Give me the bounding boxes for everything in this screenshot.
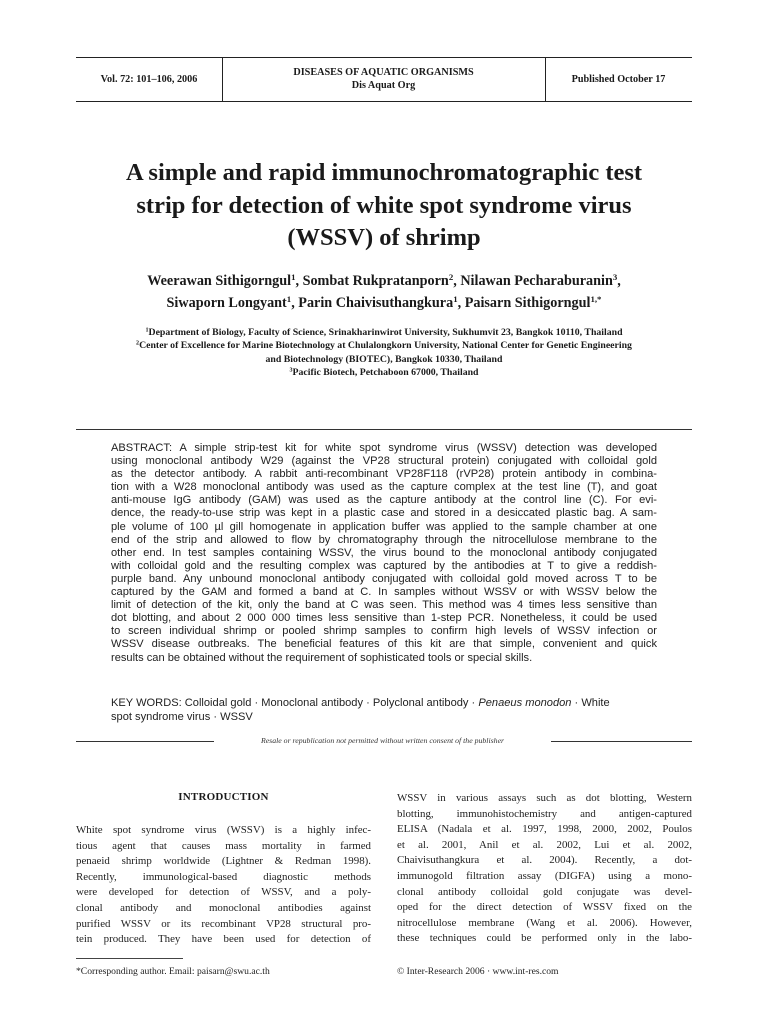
title-line: A simple and rapid immunochromatographic test	[125, 159, 643, 186]
resale-rule-left	[76, 741, 214, 742]
affiliation-3	[60, 366, 708, 379]
text-line: to screen individual shrimp or pooled shrimp samples to confirm high levels of WSSV infection or	[111, 625, 657, 638]
keywords-species: Penaeus monodon	[478, 697, 572, 709]
author-affil-sup: 1	[286, 294, 292, 305]
text-line: tein produced. They have been used for detection of	[76, 933, 371, 946]
text-line: purified WSSV or its recombinant VP28 structural pro-	[76, 917, 371, 930]
introduction-heading: INTRODUCTION	[178, 791, 269, 803]
text-line: end of the strip and allowed to flow by chromatography through the nitrocellulose membrane to the	[111, 533, 657, 546]
text-line: tious agent that causes mass mortality in farmed	[76, 839, 371, 852]
affiliation-1	[60, 326, 708, 339]
author-list	[60, 270, 708, 314]
text-line: ple volume of 100 µl gill homogenate in application buffer was applied to the sample chamber at one	[111, 520, 657, 533]
text-line: with colloidal gold and the resulting complex was captured by the antibodies at T to give a reddish-	[111, 559, 657, 572]
keywords	[111, 696, 657, 724]
keywords-line-2: spot syndrome virus · WSSV	[111, 711, 253, 723]
text-line: blotting, immunohistochemistry and antigen-captured	[397, 807, 692, 820]
resale-notice: Resale or republication not permitted without written consent of the publisher	[260, 736, 505, 745]
text-line: using monoclonal antibody W29 (against the VP28 structural protein) conjugated with colloidal gold	[111, 455, 657, 468]
text-line: these techniques could be performed only in the labo-	[397, 932, 692, 945]
author-row-1	[60, 270, 708, 292]
text-line: White spot syndrome virus (WSSV) is a highly infec-	[76, 824, 371, 836]
text-line: clonal antibody and monoclonal antibodies against	[76, 901, 371, 914]
article-title	[60, 157, 708, 255]
affil-text: Pacific Biotech, Petchaboon 67000, Thailand	[292, 367, 479, 379]
author-sep: ,	[295, 273, 303, 289]
keywords-text: · White	[571, 697, 610, 709]
text-line: Chaivisuthangkura et al. 2004). Recently, a dot-	[397, 854, 692, 867]
text-line: ELISA (Nadala et al. 1997, 1998, 2000, 2002, Poulos	[397, 823, 692, 836]
author-name: Nilawan Pecharaburanin	[460, 273, 613, 289]
affiliation-list	[60, 326, 708, 380]
text-line: as the detector antibody. A rabbit anti-recombinant VP28F118 (rVP28) protein antibody in combina-	[111, 468, 657, 481]
text-line: tion with a W28 monoclonal antibody was used as the capture complex at the test line (T), and goat	[111, 481, 657, 494]
text-line: dence, the ready-to-use strip was kept in a plastic case and stored in a desiccated plastic bag. A sam-	[111, 507, 657, 520]
intro-right-column	[397, 791, 692, 947]
keywords-text: Colloidal gold · Monoclonal antibody · Polyclonal antibody ·	[184, 697, 479, 709]
affiliation-2-cont: and Biotechnology (BIOTEC), Bangkok 10330, Thailand	[265, 353, 503, 365]
volume-text: Vol. 72: 101–106, 2006	[100, 73, 198, 85]
author-affil-sup: 3	[612, 272, 618, 283]
footnote-rule	[76, 958, 183, 959]
text-line: clonal antibody colloidal gold conjugate was devel-	[397, 885, 692, 898]
text-line: purple band. Any unbound monoclonal antibody conjugated with colloidal gold moved across T to be	[111, 572, 657, 585]
title-line: (WSSV) of shrimp	[287, 224, 481, 251]
author-name: Paisarn Sithigorngul	[464, 295, 591, 311]
text-line: et al. 2001, Anil et al. 2002, Lui et al. 2002,	[397, 838, 692, 851]
author-name: Weerawan Sithigorngul	[147, 273, 292, 289]
text-line: oped for the direct detection of WSSV fixed on the	[397, 901, 692, 914]
text-line: limit of detection of the kit, only the band at C was seen. This method was 4 times less sensitive than	[111, 599, 657, 612]
author-affil-sup: 1,*	[590, 294, 602, 305]
corresponding-author-footnote: *Corresponding author. Email: paisarn@swu.ac.th	[76, 966, 270, 977]
author-affil-sup: 1	[453, 294, 458, 305]
published-date	[545, 57, 692, 101]
affil-text: Department of Biology, Faculty of Science, Srinakharinwirot University, Sukhumvit 23, Bangkok 10110, Thailand	[148, 327, 623, 338]
author-name: Siwaporn Longyant	[166, 295, 287, 311]
text-line: captured by the GAM and formed a band at C. In samples without WSSV or with WSSV below the	[111, 586, 657, 599]
text-line: Recently, immunological-based diagnostic methods	[76, 870, 371, 883]
keywords-label: KEY WORDS:	[111, 697, 182, 709]
keywords-line-1	[111, 696, 657, 710]
text-line: dot blotting, and about 2 000 000 times less sensitive than 1-step PCR. Nonetheless, it could be used	[111, 612, 657, 625]
text-line: other end. In test samples containing WSSV, the virus bound to the monoclonal antibody conjugated	[111, 546, 657, 559]
text-line: were developed for detection of WSSV, and a poly-	[76, 886, 371, 899]
journal-name: DISEASES OF AQUATIC ORGANISMS	[293, 67, 474, 78]
author-name: Parin Chaivisuthangkura	[298, 295, 454, 311]
volume-info	[76, 57, 222, 101]
affil-sup: 1	[145, 327, 149, 334]
text-line: immunogold filtration assay (DIGFA) using a mono-	[397, 869, 692, 882]
header-bottom-rule	[76, 101, 692, 102]
title-line: strip for detection of white spot syndrome virus	[136, 191, 632, 219]
copyright-notice: © Inter-Research 2006 · www.int-res.com	[397, 966, 559, 977]
author-sep: ,	[457, 295, 465, 311]
abstract-top-rule	[76, 429, 692, 430]
author-affil-sup: 2	[448, 272, 454, 283]
text-line: ABSTRACT: A simple strip-test kit for white spot syndrome virus (WSSV) detection was developed	[111, 442, 657, 454]
published-text: Published October 17	[571, 73, 666, 85]
intro-left-column	[76, 823, 371, 948]
affil-sup: 3	[289, 367, 293, 374]
abstract	[111, 442, 657, 665]
author-name: Sombat Rukpratanporn	[302, 273, 449, 289]
author-row-2	[60, 292, 708, 314]
affil-text: Center of Excellence for Marine Biotechnology at Chulalongkorn University, National Center for Genetic Engineering	[139, 340, 632, 352]
text-line: WSSV disease outbreaks. The beneficial features of this kit are that simple, convenient and quick	[111, 638, 657, 651]
text-line: results can be obtained without the requirement of sophisticated tools or special skills.	[111, 651, 533, 664]
text-line: nitrocellulose membrane (Wang et al. 2006). However,	[397, 916, 692, 929]
affil-sup: 2	[136, 341, 140, 348]
author-sep: ,	[453, 273, 461, 289]
author-sep: ,	[291, 295, 299, 311]
affiliation-2	[60, 339, 708, 352]
author-sep: ,	[617, 273, 621, 289]
author-affil-sup: 1	[291, 272, 296, 283]
journal-abbrev: Dis Aquat Org	[351, 80, 416, 91]
text-line: WSSV in various assays such as dot blotting, Western	[397, 792, 692, 804]
journal-name-block	[222, 57, 545, 101]
resale-rule-right	[551, 741, 692, 742]
text-line: penaeid shrimp worldwide (Lightner & Redman 1998).	[76, 855, 371, 868]
text-line: anti-mouse IgG antibody (GAM) was used as the capture antibody at the control line (C). For evi-	[111, 494, 657, 507]
